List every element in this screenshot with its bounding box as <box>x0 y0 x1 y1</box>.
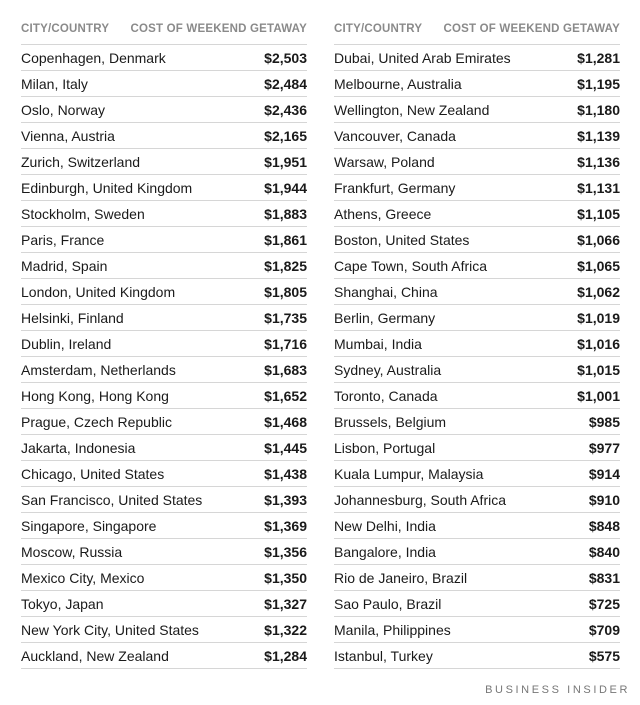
cost-cell: $709 <box>588 621 620 638</box>
city-cell: Hong Kong, Hong Kong <box>21 387 169 404</box>
table-row <box>334 175 620 201</box>
cost-cell: $1,284 <box>264 647 307 664</box>
city-cell: Vienna, Austria <box>21 127 115 144</box>
table-row <box>334 643 620 669</box>
cost-table-right <box>334 14 620 669</box>
city-cell: Tokyo, Japan <box>21 595 104 612</box>
cost-cell: $725 <box>588 595 620 612</box>
cost-cell: $910 <box>588 491 620 508</box>
cost-cell: $1,281 <box>577 49 620 66</box>
cost-cell: $1,951 <box>264 153 307 170</box>
city-column-header: CITY/COUNTRY <box>334 23 423 35</box>
city-cell: Amsterdam, Netherlands <box>21 361 176 378</box>
table-row <box>21 383 307 409</box>
table-row <box>334 487 620 513</box>
table-row <box>21 331 307 357</box>
table-row <box>21 409 307 435</box>
city-cell: Edinburgh, United Kingdom <box>21 179 193 196</box>
cost-cell: $1,180 <box>577 101 620 118</box>
cost-cell: $2,484 <box>264 75 307 92</box>
table-row <box>334 357 620 383</box>
city-cell: Singapore, Singapore <box>21 517 157 534</box>
cost-cell: $1,805 <box>264 283 307 300</box>
cost-cell: $1,327 <box>264 595 307 612</box>
city-cell: Boston, United States <box>334 231 470 248</box>
table-row <box>334 305 620 331</box>
city-cell: Bangalore, India <box>334 543 436 560</box>
cost-cell: $1,131 <box>577 179 620 196</box>
cost-cell: $1,369 <box>264 517 307 534</box>
table-row <box>21 175 307 201</box>
table-row <box>334 383 620 409</box>
table-row <box>21 643 307 669</box>
cost-cell: $977 <box>588 439 620 456</box>
city-cell: Rio de Janeiro, Brazil <box>334 569 468 586</box>
table-row <box>334 409 620 435</box>
table-row <box>334 331 620 357</box>
city-cell: Sydney, Australia <box>334 361 442 378</box>
cost-cell: $1,716 <box>264 335 307 352</box>
city-cell: Dubai, United Arab Emirates <box>334 49 511 66</box>
table-row <box>334 71 620 97</box>
table-body-left <box>21 45 307 669</box>
city-cell: Istanbul, Turkey <box>334 647 433 664</box>
city-cell: Wellington, New Zealand <box>334 101 490 118</box>
table-row <box>334 461 620 487</box>
table-row <box>21 591 307 617</box>
cost-cell: $1,019 <box>577 309 620 326</box>
city-cell: New Delhi, India <box>334 517 436 534</box>
table-row <box>21 45 307 71</box>
cost-cell: $1,356 <box>264 543 307 560</box>
cost-cell: $1,735 <box>264 309 307 326</box>
cost-cell: $1,825 <box>264 257 307 274</box>
cost-cell: $1,944 <box>264 179 307 196</box>
table-row <box>21 71 307 97</box>
city-cell: Vancouver, Canada <box>334 127 456 144</box>
cost-cell: $1,883 <box>264 205 307 222</box>
cost-cell: $1,468 <box>264 413 307 430</box>
table-row <box>21 435 307 461</box>
city-cell: Madrid, Spain <box>21 257 108 274</box>
city-cell: Melbourne, Australia <box>334 75 462 92</box>
city-cell: Brussels, Belgium <box>334 413 447 430</box>
table-row <box>21 227 307 253</box>
city-cell: Warsaw, Poland <box>334 153 435 170</box>
city-cell: Cape Town, South Africa <box>334 257 488 274</box>
cost-cell: $1,136 <box>577 153 620 170</box>
city-cell: London, United Kingdom <box>21 283 176 300</box>
table-row <box>334 201 620 227</box>
table-row <box>334 45 620 71</box>
table-body-right <box>334 45 620 669</box>
city-cell: Moscow, Russia <box>21 543 123 560</box>
cost-cell: $914 <box>588 465 620 482</box>
table-row <box>21 357 307 383</box>
city-cell: Copenhagen, Denmark <box>21 49 166 66</box>
cost-cell: $1,066 <box>577 231 620 248</box>
city-cell: Helsinki, Finland <box>21 309 124 326</box>
table-header <box>334 14 620 45</box>
cost-cell: $1,062 <box>577 283 620 300</box>
table-header <box>21 14 307 45</box>
city-cell: Frankfurt, Germany <box>334 179 456 196</box>
table-row <box>334 513 620 539</box>
table-row <box>334 253 620 279</box>
cost-cell: $1,139 <box>577 127 620 144</box>
cost-cell: $848 <box>588 517 620 534</box>
city-cell: Toronto, Canada <box>334 387 438 404</box>
city-cell: Sao Paulo, Brazil <box>334 595 442 612</box>
city-cell: Lisbon, Portugal <box>334 439 436 456</box>
cost-table-left <box>21 14 307 669</box>
cost-cell: $1,445 <box>264 439 307 456</box>
table-row <box>21 279 307 305</box>
city-cell: New York City, United States <box>21 621 199 638</box>
city-cell: Mumbai, India <box>334 335 422 352</box>
cost-cell: $1,195 <box>577 75 620 92</box>
table-row <box>334 435 620 461</box>
table-row <box>334 149 620 175</box>
city-cell: Stockholm, Sweden <box>21 205 145 222</box>
city-cell: Shanghai, China <box>334 283 438 300</box>
table-row <box>334 591 620 617</box>
table-row <box>334 279 620 305</box>
city-cell: San Francisco, United States <box>21 491 203 508</box>
city-cell: Auckland, New Zealand <box>21 647 169 664</box>
table-row <box>334 227 620 253</box>
cost-cell: $1,322 <box>264 621 307 638</box>
city-cell: Kuala Lumpur, Malaysia <box>334 465 484 482</box>
cost-cell: $1,683 <box>264 361 307 378</box>
table-row <box>21 149 307 175</box>
table-row <box>334 539 620 565</box>
table-row <box>21 305 307 331</box>
cost-cell: $1,016 <box>577 335 620 352</box>
city-cell: Jakarta, Indonesia <box>21 439 136 456</box>
city-cell: Oslo, Norway <box>21 101 106 118</box>
cost-column-header: COST OF WEEKEND GETAWAY <box>443 23 620 35</box>
city-cell: Milan, Italy <box>21 75 88 92</box>
table-row <box>21 513 307 539</box>
cost-cell: $1,438 <box>264 465 307 482</box>
cost-cell: $1,861 <box>264 231 307 248</box>
table-row <box>21 565 307 591</box>
cost-cell: $575 <box>588 647 620 664</box>
city-cell: Paris, France <box>21 231 105 248</box>
city-cell: Athens, Greece <box>334 205 432 222</box>
city-cell: Chicago, United States <box>21 465 165 482</box>
table-row <box>21 201 307 227</box>
cost-column-header: COST OF WEEKEND GETAWAY <box>130 23 307 35</box>
cost-cell: $2,436 <box>264 101 307 118</box>
city-cell: Berlin, Germany <box>334 309 436 326</box>
city-cell: Zurich, Switzerland <box>21 153 141 170</box>
table-row <box>334 565 620 591</box>
table-row <box>21 97 307 123</box>
cost-cell: $831 <box>588 569 620 586</box>
brand-logo: BUSINESS INSIDER <box>485 684 630 696</box>
cost-cell: $840 <box>588 543 620 560</box>
table-row <box>21 253 307 279</box>
city-cell: Dublin, Ireland <box>21 335 112 352</box>
table-row <box>21 487 307 513</box>
table-row <box>21 617 307 643</box>
table-row <box>334 123 620 149</box>
cost-cell: $1,001 <box>577 387 620 404</box>
table-row <box>334 617 620 643</box>
cost-cell: $2,165 <box>264 127 307 144</box>
cost-cell: $985 <box>588 413 620 430</box>
cost-cell: $1,350 <box>264 569 307 586</box>
city-cell: Mexico City, Mexico <box>21 569 145 586</box>
city-cell: Prague, Czech Republic <box>21 413 172 430</box>
cost-cell: $1,015 <box>577 361 620 378</box>
table-row <box>21 123 307 149</box>
cost-cell: $2,503 <box>264 49 307 66</box>
city-column-header: CITY/COUNTRY <box>21 23 110 35</box>
city-cell: Manila, Philippines <box>334 621 451 638</box>
table-row <box>21 539 307 565</box>
table-row <box>21 461 307 487</box>
cost-cell: $1,393 <box>264 491 307 508</box>
cost-cell: $1,652 <box>264 387 307 404</box>
cost-cell: $1,105 <box>577 205 620 222</box>
cost-cell: $1,065 <box>577 257 620 274</box>
city-cell: Johannesburg, South Africa <box>334 491 507 508</box>
table-row <box>334 97 620 123</box>
